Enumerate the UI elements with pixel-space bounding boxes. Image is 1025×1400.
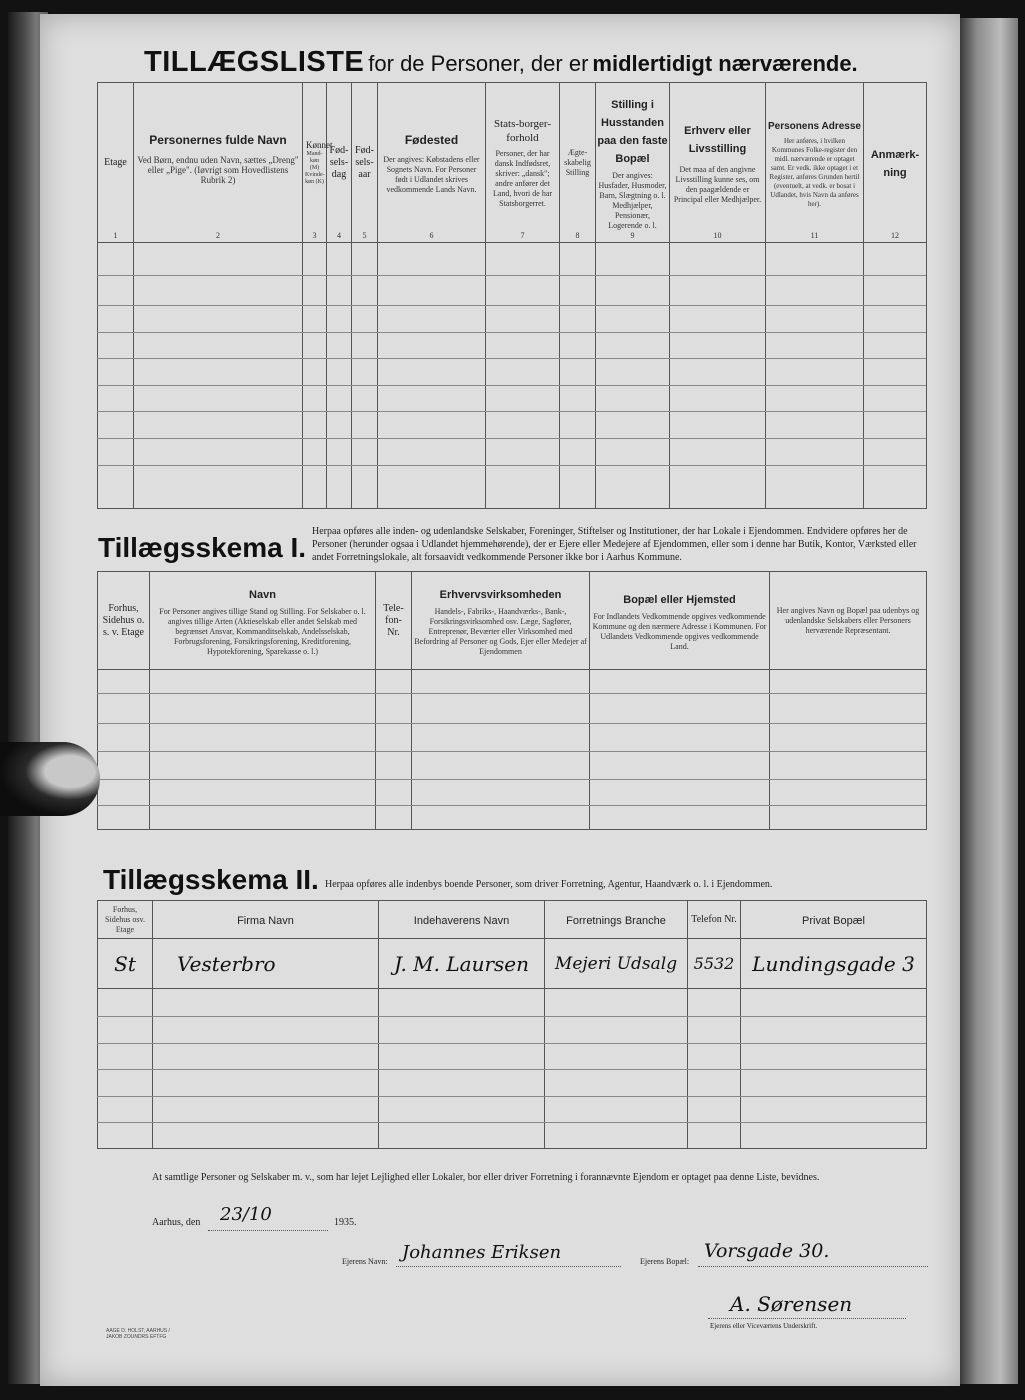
year-value: 1935. <box>334 1217 357 1228</box>
owner-address-label: Ejerens Bopæl: <box>640 1257 690 1266</box>
footer-statement: At samtlige Personer og Selskaber m. v., som har lejet Lejlighed eller Lokaler, bor eller driver Forretning i forannævnte Ejendom er optaget paa denne Liste, bevidnes. <box>152 1172 820 1183</box>
skema2-header-etage: Forhus, Sidehus osv. Etage <box>98 901 153 939</box>
ruled-line <box>97 465 926 466</box>
form-page <box>40 14 960 1386</box>
owner-name: Johannes Eriksen <box>402 1242 562 1263</box>
date-value: 23/10 <box>220 1204 272 1225</box>
title-rest: for de Personer, der er <box>368 51 589 76</box>
skema2-title: Tillægsskema II. <box>103 864 319 895</box>
skema1-header-etage: Forhus, Sidehus o. s. v. Etage <box>98 572 150 670</box>
ruled-line <box>97 1043 926 1044</box>
ruled-line <box>97 1069 926 1070</box>
ruled-line <box>97 358 926 359</box>
title-bold: TILLÆGSLISTE <box>144 46 365 78</box>
ruled-line <box>97 723 926 724</box>
ruled-line <box>97 693 926 694</box>
ruled-line <box>97 1096 926 1097</box>
skema2-header-firma: Firma Navn <box>153 901 379 939</box>
main-table <box>97 82 927 509</box>
header-husstand: Stilling i Husstanden paa den faste Bopæl Der angives: Husfader, Husmoder, Barn, Slægtning o. l. Medhjælper, Pensionær, Logerende o. l. 9 <box>596 83 670 243</box>
skema1-title: Tillægsskema I. <box>98 532 307 563</box>
cell-indehaver: J. M. Laursen <box>379 939 545 989</box>
header-navn: Personernes fulde Navn Ved Børn, endnu uden Navn, sættes „Dreng" eller „Pige". (Iøvrigt som Hovedlistens Rubrik 2) 2 <box>134 83 303 243</box>
skema2-table <box>97 900 927 1149</box>
header-aegteskab: Ægte-skabelig Stilling 8 <box>560 83 596 243</box>
signature-label: Ejerens eller Viceværtens Underskrift. <box>710 1322 818 1330</box>
ruled-line <box>97 411 926 412</box>
owner-name-label: Ejerens Navn: <box>342 1257 388 1266</box>
header-fodselsdag: Fød-sels-dag 4 <box>327 83 352 243</box>
header-statsborger: Stats-borger-forhold Personer, der har dansk Indfødsret, skriver: „dansk"; andre anfører det Land, hvori de har Statsborgerret. 7 <box>486 83 560 243</box>
book-edge-right <box>960 18 1018 1384</box>
skema1-header-navn: Navn For Personer angives tillige Stand og Stilling. For Selskaber o. l. angives tillige Arten (Aktieselskab eller andet Selskab med begrænset Ansvar, Kommanditselskab, Andelsselskab, Forbrugsforening, Forsikringsforening, Kreditforening, Hypotekforening, Sparekasse o. l.) <box>150 572 376 670</box>
owner-address: Vorsgade 30. <box>704 1240 830 1262</box>
owner-name-line <box>396 1266 621 1267</box>
skema2-header-telefon: Telefon Nr. <box>688 901 741 939</box>
ruled-line <box>97 751 926 752</box>
printer-mark: AAGE D. HOLST, AARHUS / JAKOB ZOUNDRS EFTFG <box>106 1328 170 1340</box>
ruled-line <box>97 438 926 439</box>
ruled-line <box>97 275 926 276</box>
cell-bopael: Lundingsgade 3 <box>741 939 927 989</box>
header-erhverv: Erhverv eller Livsstilling Det maa af den angivne Livsstilling kunne ses, om den paagældende er Principal eller Medhjælper. 10 <box>670 83 766 243</box>
owner-address-line <box>698 1266 928 1267</box>
cell-telefon: 5532 <box>688 939 741 989</box>
skema2-header-bopael: Privat Bopæl <box>741 901 927 939</box>
page-title <box>144 46 858 79</box>
ruled-line <box>97 385 926 386</box>
title-emph: midlertidigt nærværende. <box>592 51 858 76</box>
header-fodselsaar: Fød-sels-aar 5 <box>352 83 378 243</box>
cell-branche: Mejeri Udsalg <box>545 939 688 989</box>
ruled-line <box>97 1122 926 1123</box>
date-line <box>208 1230 328 1231</box>
ruled-line <box>97 332 926 333</box>
skema1-table <box>97 571 927 830</box>
skema2-header-indehaver: Indehaverens Navn <box>379 901 545 939</box>
header-etage: Etage 1 <box>98 83 134 243</box>
ruled-line <box>97 805 926 806</box>
skema1-description: Herpaa opføres alle inden- og udenlandske Selskaber, Foreninger, Stiftelser og Institutioner, der har Lokale i Ejendommen. Endvidere opføres her de Personer (herunder ogsaa i Udlandet hjemmehørende), der er Ejere eller Medejere af Ejendommen, eller som i denne har Butik, Kontor, Værksted eller andet Forretningslokale, alt forsaavidt vedkommende Personer ikke bor i Aarhus Kommune. <box>312 526 917 563</box>
ruled-line <box>97 779 926 780</box>
signature: A. Sørensen <box>730 1292 853 1316</box>
skema1-header-bopael: Bopæl eller Hjemsted For Indlandets Vedkommende opgives vedkommende Kommune og den nærmere Adresse i Kommunen. For Udlandets Vedkommende opgives vedkommende Land. <box>590 572 770 670</box>
skema1-header-telefon: Tele-fon-Nr. <box>376 572 412 670</box>
signature-line <box>708 1318 906 1319</box>
table-row <box>98 939 927 989</box>
skema1-header-erhverv: Erhvervsvirksomheden Handels-, Fabriks-, Haandværks-, Bank-, Forsikringsvirksomhed osv. Læge, Sagfører, Entreprenør, Beværter eller Virksomhed med Befordring af Personer og Gods, Ejer eller Medejer af Ejendommen <box>412 572 590 670</box>
ruled-line <box>97 1016 926 1017</box>
skema2-description: Herpaa opføres alle indenbys boende Personer, som driver Forretning, Agentur, Haandværk o. l. i Ejendommen. <box>325 879 773 890</box>
thumb-holding-page <box>0 742 100 816</box>
header-kon: Kønnet Mand-køn (M) Kvinde-køn (K) 3 <box>303 83 327 243</box>
cell-etage: St <box>98 939 153 989</box>
table-body-row <box>98 243 927 509</box>
skema1-header-repraesentant: Her angives Navn og Bopæl paa udenbys og udenlandske Selskabers eller Personers herværende Repræsentant. <box>770 572 927 670</box>
header-fodested: Fødested Der angives: Købstadens eller Sognets Navn. For Personer født i Udlandet skrives vedkommende Lands Navn. 6 <box>378 83 486 243</box>
cell-firma: Vesterbro <box>153 939 379 989</box>
date-label: Aarhus, den <box>152 1217 201 1228</box>
skema2-header-branche: Forretnings Branche <box>545 901 688 939</box>
ruled-line <box>97 305 926 306</box>
header-adresse: Personens Adresse Her anføres, i hvilken Kommunes Folke-register den midl. nærværende er optaget samt. Er vedk. ikke optaget i et Register, anføres Grunden hertil (eventuelt, at vedk. er bosat i Udlandet, hvis Navn da anføres her). 11 <box>766 83 864 243</box>
header-anmaerkning: Anmærk-ning 12 <box>864 83 927 243</box>
